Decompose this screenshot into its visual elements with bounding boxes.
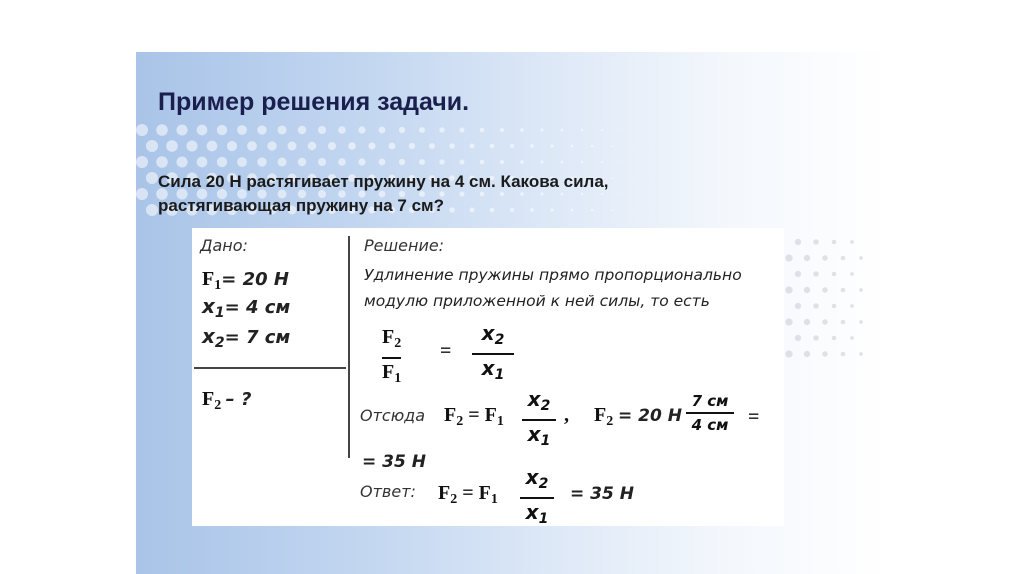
formula-fraction-x2-x1: $x_2$ $x_1$ — [522, 388, 556, 452]
solution-text-line-1: Удлинение пружины прямо пропорционально — [364, 266, 742, 284]
solution-label: Решение: — [364, 236, 445, 255]
answer-fraction-x2-x1: $x_2$ $x_1$ — [520, 466, 554, 530]
solution-panel — [192, 228, 784, 526]
horizontal-divider — [194, 367, 346, 369]
result-value: = 35 Н — [362, 452, 426, 472]
problem-statement — [158, 170, 798, 218]
given-f1: $F_1= 20$ Н — [202, 268, 289, 294]
answer-value: = 35 Н — [570, 484, 634, 504]
vertical-divider — [348, 236, 350, 458]
fraction-x2-x1: $x_2$ $x_1$ — [472, 322, 514, 386]
solution-text-line-2: модулю приложенной к ней силы, то есть — [364, 292, 710, 310]
answer-label: Ответ: — [360, 482, 416, 501]
given-x1: $x_1= 4$ см — [202, 294, 291, 322]
problem-line-1: Сила 20 Н растягивает пружину на 4 см. Какова сила, — [158, 172, 609, 191]
equals-sign: = — [440, 340, 452, 362]
fraction-f2-f1: $F_2$ $F_1$ — [382, 326, 402, 386]
formula-f2-f1: $F_2 = F_1$ — [444, 404, 504, 430]
answer-formula: $F_2 = F_1$ — [438, 482, 498, 508]
given-label: Дано: — [200, 236, 248, 255]
fraction-7cm-4cm: 7 см 4 см — [686, 392, 734, 434]
slide-title: Пример решения задачи. — [158, 88, 470, 116]
comma: , — [564, 404, 569, 426]
calc-value: = 20 Н — [618, 406, 682, 426]
unknown-f2: $F_2$ – ? — [202, 388, 252, 414]
calc-f2: $F_2$ — [594, 404, 614, 430]
given-x2: $x_2= 7$ см — [202, 324, 291, 352]
from-here-label: Отсюда — [360, 406, 426, 425]
problem-line-2: растягивающая пружину на 7 см? — [158, 196, 444, 215]
equals-sign-2: = — [748, 406, 760, 428]
